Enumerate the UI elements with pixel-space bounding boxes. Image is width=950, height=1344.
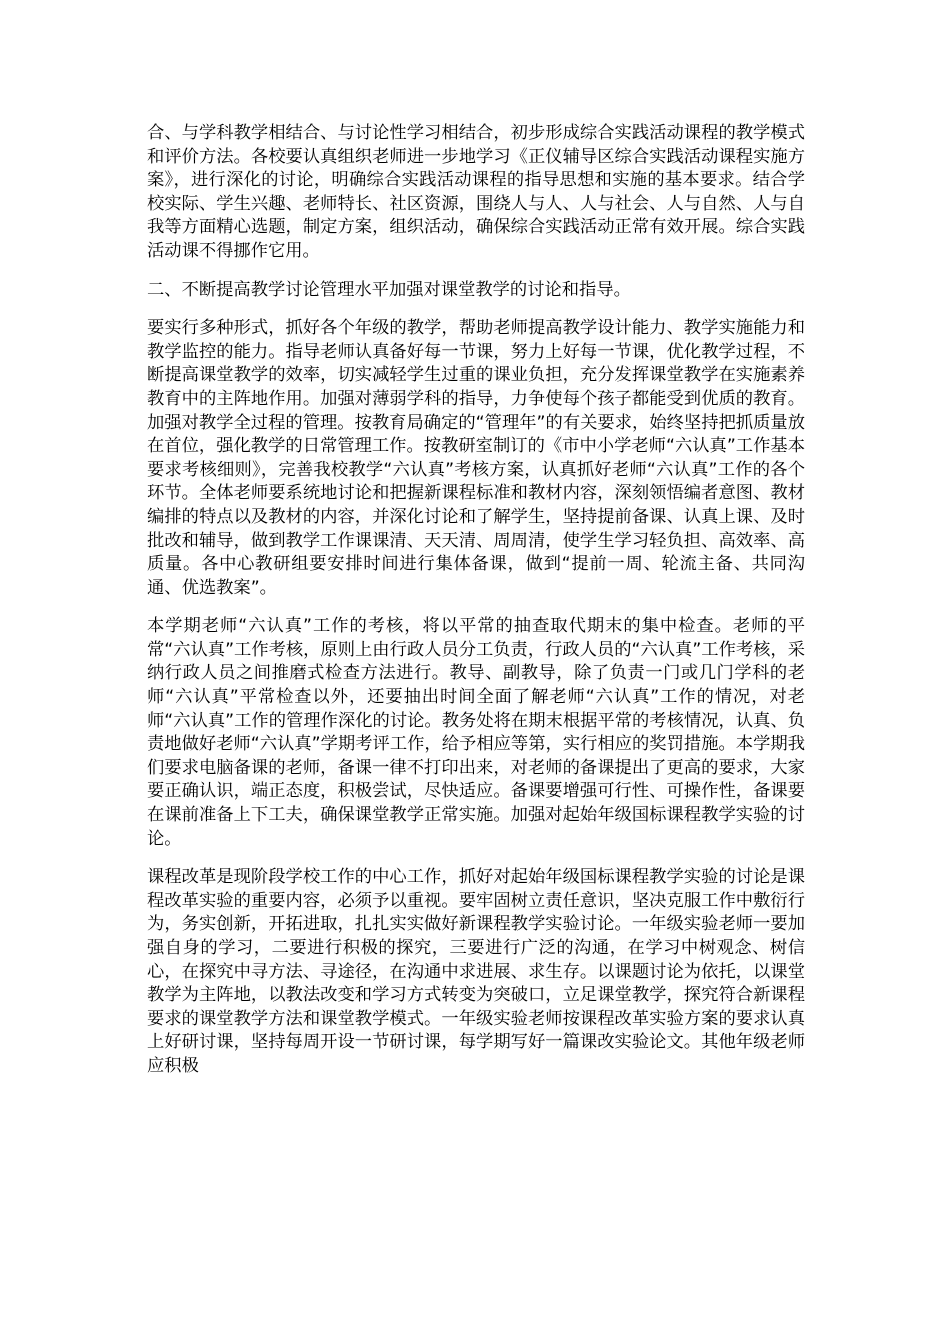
paragraph-comprehensive-practice: 合、与学科教学相结合、与讨论性学习相结合，初步形成综合实践活动课程的教学模式和评价方法。各校要认真组织老师进一步地学习《正仪辅导区综合实践活动课程实施方案》，进行深化的讨论，明确综合实践活动课程的指导思想和实施的基本要求。结合学校实际、学生兴趣、老师特长、社区资源，围绕人与人、人与社会、人与自然、人与自我等方面精心选题，制定方案，组织活动，确保综合实践活动正常有效开展。综合实践活动课不得挪作它用。 [147,123,805,261]
paragraph-six-diligence-assessment: 本学期老师“六认真”工作的考核，将以平常的抽查取代期末的集中检查。老师的平常“六认真”工作考核，原则上由行政人员分工负责，行政人员的“六认真”工作考核，采纳行政人员之间推磨式检查方法进行。教导、副教导，除了负责一门或几门学科的老师“六认真”平常检查以外，还要抽出时间全面了解老师“六认真”工作的情况，对老师“六认真”工作的管理作深化的讨论。教务处将在期末根据平常的考核情况，认真、负责地做好老师“六认真”学期考评工作，给予相应等第，实行相应的奖罚措施。本学期我们要求电脑备课的老师，备课一律不打印出来，对老师的备课提出了更高的要求，大家要正确认识，端正态度，积极尝试，尽快适应。备课要增强可行性、可操作性，备课要在课前准备上下工夫，确保课堂教学正常实施。加强对起始年级国标课程教学实验的讨论。 [147,616,805,849]
paragraph-teaching-management: 要实行多种形式，抓好各个年级的教学，帮助老师提高教学设计能力、教学实施能力和教学监控的能力。指导老师认真备好每一节课，努力上好每一节课，优化教学过程，不断提高课堂教学的效率，切实减轻学生过重的课业负担，充分发挥课堂教学在实施素养教育中的主阵地作用。加强对薄弱学科的指导，力争使每个孩子都能受到优质的教育。加强对教学全过程的管理。按教育局确定的“管理年”的有关要求，始终坚持把抓质量放在首位，强化教学的日常管理工作。按教研室制订的《市中小学老师“六认真”工作基本要求考核细则》，完善我校教学“六认真”考核方案，认真抓好老师“六认真”工作的各个环节。全体老师要系统地讨论和把握新课程标准和教材内容，深刻领悟编者意图、教材编排的特点以及教材的内容，并深化讨论和了解学生，坚持提前备课、认真上课、及时批改和辅导，做到教学工作课课清、天天清、周周清，使学生学习轻负担、高效率、高质量。各中心教研组要安排时间进行集体备课，做到“提前一周、轮流主备、共同沟通、优选教案”。 [147,318,805,598]
document-body [147,122,805,1094]
paragraph-curriculum-reform: 课程改革是现阶段学校工作的中心工作，抓好对起始年级国标课程教学实验的讨论是课程改革实验的重要内容，必须予以重视。要牢固树立责任意识，坚决克服工作中敷衍行为，务实创新，开拓进取，扎扎实实做好新课程教学实验讨论。一年级实验老师一要加强自身的学习，二要进行积极的探究，三要进行广泛的沟通，在学习中树观念、树信心，在探究中寻方法、寻途径，在沟通中求进展、求生存。以课题讨论为依托，以课堂教学为主阵地，以教法改变和学习方式转变为突破口，立足课堂教学，探究符合新课程要求的课堂教学方法和课堂教学模式。一年级实验老师按课程改革实验方案的要求认真上好研讨课，坚持每周开设一节研讨课，每学期写好一篇课改实验论文。其他年级老师应积极 [147,867,805,1076]
section-heading-two: 二、不断提高教学讨论管理水平加强对课堂教学的讨论和指导。 [147,279,631,300]
